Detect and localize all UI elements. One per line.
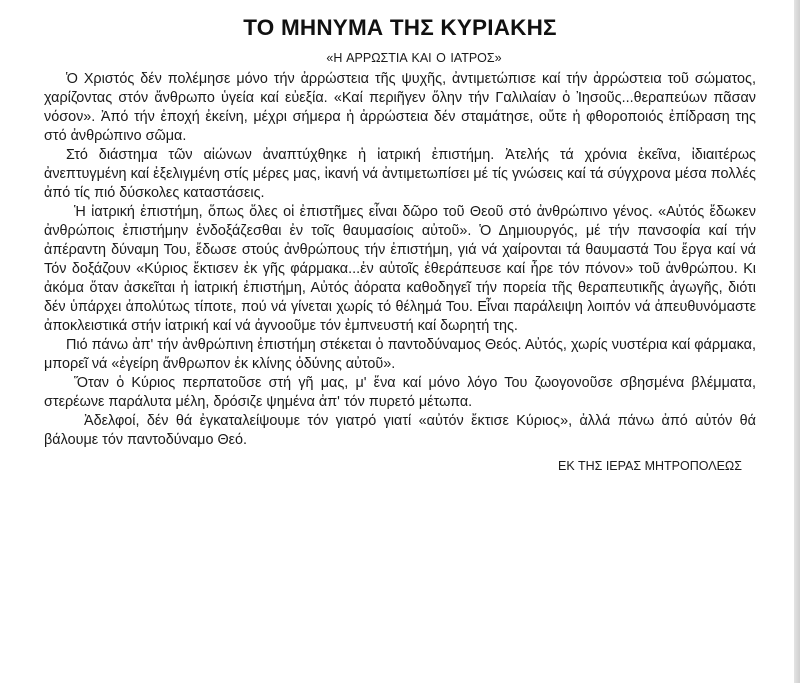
paragraph-1: Ὁ Χριστός δέν πολέμησε μόνο τήν ἀρρώστεια τῆς ψυχῆς, ἀντιμετώπισε καί τήν ἀρρώστεια τοῦ σώματος, χαρίζοντας στόν ἄνθρωπο ὑγεία καί εὐεξία. «Καί περιῆγεν ὅλην τήν Γαλιλαίαν ὁ Ἰησοῦς...θεραπεύων πᾶσαν νόσον». Ἀπό τήν ἐποχή ἐκείνη, μέχρι σήμερα ἡ ἀρρώστεια δέν σταμάτησε, οὔτε ἡ φθοροποιός ἐπίδραση της στό ἀνθρώπινο σῶμα. xyxy=(44,71,756,144)
article-title: ΤΟ ΜΗΝΥΜΑ ΤΗΣ ΚΥΡΙΑΚΗΣ xyxy=(243,15,557,40)
article-signature: ΕΚ ΤΗΣ ΙΕΡΑΣ ΜΗΤΡΟΠΟΛΕΩΣ xyxy=(558,459,742,473)
paragraph-5: Ὅταν ὁ Κύριος περπατοῦσε στή γῆ μας, μ' ἕνα καί μόνο λόγο Του ζωογονοῦσε σβησμένα βλέμματα, στερέωνε παράλυτα μέλη, δρόσιζε ψημένα ἀπ' τόν πυρετό μέτωπα. xyxy=(44,375,756,410)
paragraph-6: Ἀδελφοί, δέν θά ἐγκαταλείψουμε τόν γιατρό γιατί «αὐτόν ἔκτισε Κύριος», ἀλλά πάνω ἀπό αὐτόν θά βάλουμε τόν παντοδύναμο Θεό. xyxy=(44,413,756,448)
article-body xyxy=(44,70,756,450)
paragraph-2: Στό διάστημα τῶν αἰώνων ἀναπτύχθηκε ἡ ἰατρική ἐπιστήμη. Ἀτελής τά χρόνια ἐκεῖνα, ἰδιαιτέρως ἀνεπτυγμένη καί ἐξελιγμένη στίς μέρες μας, ἱκανή νά ἀντιμετωπίσει μέ τίς γνώσεις καί τά σύγχρονα μέσα πολλές ἀπό τίς πιό δύσκολες καταστάσεις. xyxy=(44,147,756,201)
article-subtitle: «Η ΑΡΡΩΣΤΙΑ ΚΑΙ Ο ΙΑΤΡΟΣ» xyxy=(326,51,502,65)
article xyxy=(44,14,756,474)
paragraph-4: Πιό πάνω ἀπ' τήν ἀνθρώπινη ἐπιστήμη στέκεται ὁ παντοδύναμος Θεός. Αὐτός, χωρίς νυστέρια καί φάρμακα, μπορεῖ νά «ἐγείρη ἄνθρωπον ἐκ κλίνης ὀδύνης αὐτοῦ». xyxy=(44,337,756,372)
paragraph-3: Ἡ ἰατρική ἐπιστήμη, ὅπως ὅλες οἱ ἐπιστῆμες εἶναι δῶρο τοῦ Θεοῦ στό ἀνθρώπινο γένος. «Αὐτός ἔδωκεν ἀνθρώποις ἐπιστήμην ἐνδοξάζεσθαι ἐν τοῖς θαυμασίοις αὐτοῦ». Ὁ Δημιουργός, μέ τήν πανσοφία καί τήν ἀπέραντη δύναμη Του, ἔδωσε στούς ἀνθρώπους τήν ἐπιστήμη, γιά νά χαίρονται τά θαυμαστά Του ἔργα καί νά Τόν δοξάζουν «Κύριος ἔκτισεν ἐκ γῆς φάρμακα...ἐν αὐτοῖς ἐθεράπευσε καί ἦρε τόν πόνον» τοῦ ἀνθρώπου. Κι ἀκόμα ὅταν ἀσκεῖται ἡ ἰατρική ἐπιστήμη, Αὐτός ἀόρατα καθοδηγεῖ τήν πορεία τῆς θεραπευτικῆς ἀγωγῆς, διότι δέν ὑπάρχει ἀπολύτως τίποτε, πού νά γίνεται χωρίς τό θέλημά Του. Εἶναι παράλειψη λοιπόν νά ἀπευθυνόμαστε ἀποκλειστικά στήν ἰατρική καί νά ἀγνοοῦμε τόν ἐμπνευστή καί δωρητή της. xyxy=(44,204,756,334)
page-edge-shadow xyxy=(794,0,800,683)
